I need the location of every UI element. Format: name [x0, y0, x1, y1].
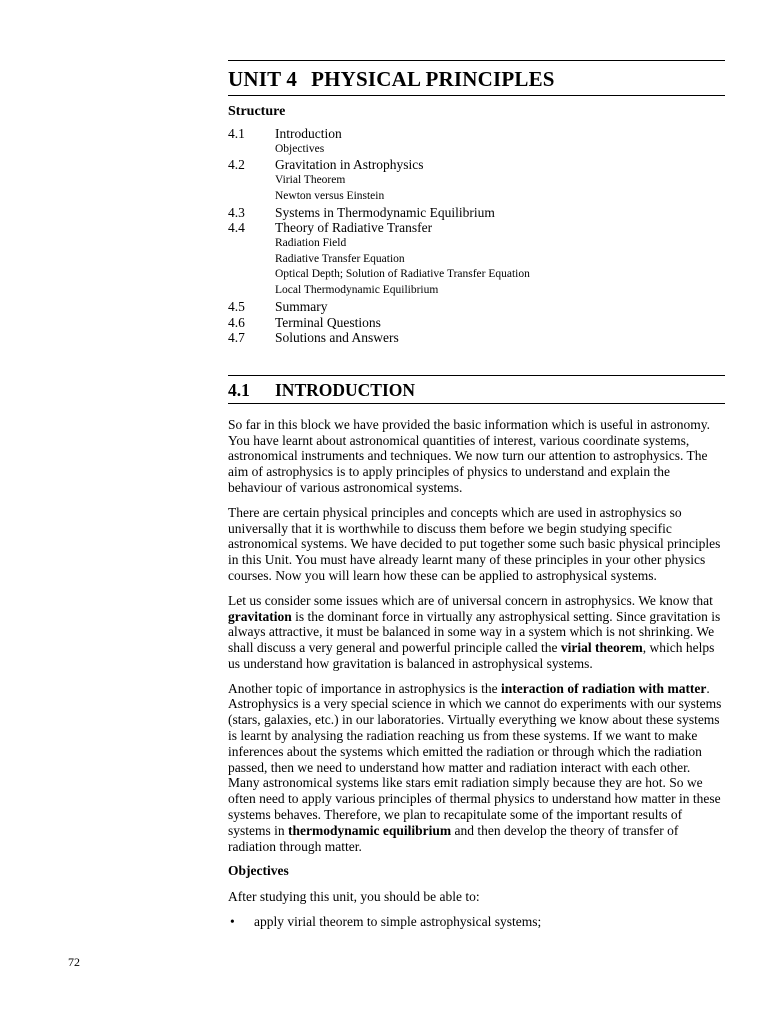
unit-title — [228, 60, 725, 96]
toc-item-title: Introduction — [275, 126, 342, 141]
toc-item-number: 4.1 — [228, 126, 245, 141]
p3-text-2: is the dominant force in virtually any astrophysical setting. Since gravitation is always attractive, it must be balanced in some way in a system which is not shrinking. We shall discuss a very general and powerful principle called the — [228, 608, 721, 656]
bullet-icon: • — [230, 914, 235, 930]
paragraph-2: There are certain physical principles and concepts which are used in astrophysics so universally that it is worthwhile to discuss them before we begin studying specific astronomical systems. We have decided to put together some such basic physical principles in this Unit. You must have already learnt many of these principles in your other physics courses. Now you will learn how these can be applied to astrophysical systems. — [228, 504, 721, 583]
p3-text-1: Let us consider some issues which are of universal concern in astrophysics. We know that — [228, 592, 713, 608]
toc-item — [228, 220, 725, 236]
toc-item — [228, 205, 725, 221]
p4-text-2: . Astrophysics is a very special science in which we cannot do experiments with our systems (stars, galaxies, etc.) in our laboratories. Virtually everything we know about these systems is learnt by analysing the radiation reaching us from these systems. If we want to make inferences about the systems which emitted the radiation or through which the radiation passed, then we need to understand how matter and radiation interact with each other. Many astronomical systems like stars emit radiation simply because they are hot. So we often need to apply various principles of thermal physics to understand how matter in these systems behaves. Therefore, we plan to recapitulate some of the important results of systems in — [228, 680, 722, 838]
toc-item-number: 4.6 — [228, 314, 245, 330]
toc-item-number: 4.2 — [228, 157, 245, 173]
paragraph-1: So far in this block we have provided the basic information which is useful in astronomy. You have learnt about astronomical quantities of interest, various coordinate systems, astronomical instruments and techniques. We now turn our attention to astrophysics. The aim of astrophysics is to apply principles of physics to understand and explain the behaviour of various astronomical systems. — [228, 416, 711, 495]
term-thermodynamic-equilibrium: thermodynamic equilibrium — [288, 822, 452, 838]
toc-subitem: Newton versus Einstein — [275, 189, 385, 202]
objectives-intro: After studying this unit, you should be able to: — [228, 889, 480, 905]
objective-text: apply virial theorem to simple astrophysical systems; — [254, 914, 542, 930]
page-number: 72 — [68, 955, 80, 969]
toc-item — [228, 299, 725, 315]
toc-item-title: Terminal Questions — [275, 314, 381, 330]
toc-item-number: 4.5 — [228, 298, 245, 314]
paragraph-3 — [228, 593, 725, 672]
toc-item-title: Systems in Thermodynamic Equilibrium — [275, 204, 495, 220]
term-gravitation: gravitation — [228, 608, 292, 624]
objective-item — [228, 914, 725, 930]
objectives-heading: Objectives — [228, 863, 289, 879]
section-title: INTRODUCTION — [275, 379, 416, 400]
section-heading-introduction — [228, 375, 725, 404]
p4-text-1: Another topic of importance in astrophysics is the — [228, 680, 501, 696]
toc-item-title: Theory of Radiative Transfer — [275, 220, 433, 236]
toc-item-title: Solutions and Answers — [275, 330, 399, 346]
toc-subitem: Radiation Field — [275, 236, 347, 249]
table-of-contents — [228, 126, 725, 346]
term-virial-theorem: virial theorem — [560, 640, 643, 656]
toc-item — [228, 157, 725, 173]
toc-item-title: Gravitation in Astrophysics — [275, 157, 424, 173]
paragraph-4 — [228, 681, 725, 855]
toc-subitem: Objectives — [275, 142, 325, 155]
toc-subitem: Virial Theorem — [275, 173, 346, 186]
toc-item-number: 4.7 — [228, 330, 245, 346]
toc-item — [228, 126, 725, 142]
toc-item-number: 4.4 — [228, 220, 245, 236]
unit-number: UNIT 4 — [228, 67, 298, 91]
toc-item — [228, 330, 725, 346]
toc-item-title: Summary — [275, 298, 328, 314]
p3-text-3: , which helps us understand how gravitation is balanced in astrophysical systems. — [228, 640, 715, 671]
objectives-list — [228, 914, 725, 930]
toc-subitem: Optical Depth; Solution of Radiative Transfer Equation — [275, 268, 530, 281]
toc-subitem: Radiative Transfer Equation — [275, 252, 405, 265]
toc-item-number: 4.3 — [228, 204, 245, 220]
term-radiation-matter: interaction of radiation with matter — [500, 680, 707, 696]
structure-heading: Structure — [228, 104, 286, 119]
p4-text-3: and then develop the theory of transfer of radiation through matter. — [228, 822, 679, 854]
page-content — [228, 60, 725, 930]
unit-name: PHYSICAL PRINCIPLES — [311, 67, 555, 91]
section-number: 4.1 — [228, 379, 250, 400]
toc-item — [228, 315, 725, 331]
toc-subitem: Local Thermodynamic Equilibrium — [275, 284, 439, 297]
